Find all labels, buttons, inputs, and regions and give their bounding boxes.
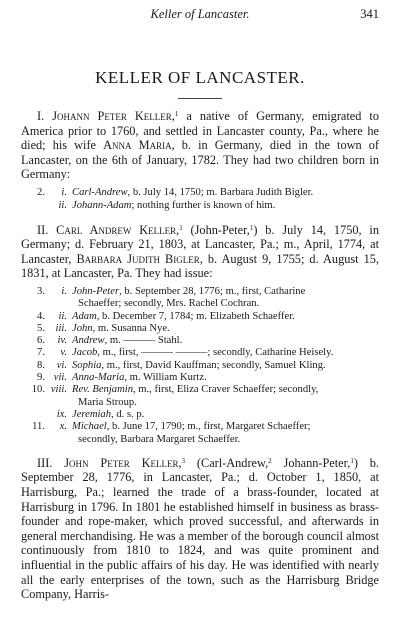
child-ordinal: i. (61, 186, 67, 198)
child-details: ; nothing further is known of him. (131, 199, 276, 211)
child-text (72, 384, 379, 409)
generation-number: 1 (249, 223, 254, 232)
running-title: Keller of Lancaster. (150, 7, 250, 21)
child-name: Johann-Adam (72, 199, 132, 211)
child-name: Carl-Andrew (72, 186, 128, 198)
child-entry (21, 360, 379, 372)
generation-number: 1 (174, 110, 179, 118)
child-name: Adam (72, 310, 97, 322)
descendant-number: 9. (37, 372, 45, 384)
child-ordinal: ix. (56, 408, 67, 420)
child-ordinal: vi. (56, 359, 67, 371)
entry-text: , b. in Germany, died in the town of Lancaster, on the 6th of January, 1782. They had two children born in Germany: (21, 138, 379, 182)
child-ordinal: ii. (58, 199, 67, 211)
descendant-number: 11. (32, 421, 45, 433)
child-text (72, 187, 379, 200)
child-ordinal: iii. (55, 322, 67, 334)
generation-number: 1 (350, 456, 354, 465)
descendant-number: 7. (37, 347, 45, 359)
generation-number: 3 (181, 456, 186, 465)
descendant-number: 6. (37, 335, 45, 347)
parent-lineage: (Carl-Andrew, (185, 455, 269, 470)
child-entry (21, 286, 379, 311)
child-name: Jeremiah (72, 408, 112, 420)
child-text (72, 200, 379, 213)
entry-text: ) b. September 28, 1776, in Lancaster, Pa.; d. October 1, 1850, at Harrisburg, Pa.; learned the trade of a brass-founder, located at Harrisburg in 1796. In 1801 he established himself in business as brass-founder and rope-maker, which proved successful, and afterwards in general merchandising. He was a member of the borough council almost continuously from 1810 to 1824, and was quite prominent and influential in the public affairs of his day. He was identified with nearly all the early enterprises of the town, such as the Harrisburg Bridge Company, Harris- (21, 455, 380, 602)
child-details: , m., first, David Kauffman; secondly, Samuel Kling. (101, 359, 326, 371)
entry-name: Carl Andrew Keller, (56, 222, 180, 237)
child-entry (21, 409, 379, 421)
child-name: John (72, 322, 93, 334)
child-entry (21, 335, 379, 347)
descendant-number: 4. (37, 310, 45, 322)
child-name: Andrew (72, 335, 105, 347)
child-text (72, 347, 379, 359)
children-list (21, 187, 379, 213)
child-entry (21, 347, 379, 359)
title-divider (178, 98, 222, 99)
entry-text: a native of Germany, emigrated to America prior to 1760, and settled in Lancaster county, Pa., where he died; his wife (21, 109, 379, 153)
child-ordinal: i. (61, 285, 67, 297)
child-ordinal: x. (59, 421, 67, 433)
child-name: John-Peter (72, 285, 120, 297)
entry-numeral: III. (37, 455, 65, 470)
child-entry (21, 372, 379, 384)
child-entry (21, 311, 379, 323)
child-name: Jacob (72, 347, 98, 359)
entry-name: Johann Peter Keller, (52, 109, 175, 123)
child-details-continued: Schaeffer; secondly, Mrs. Rachel Cochran. (78, 298, 260, 310)
child-entry (21, 384, 379, 409)
child-text (72, 311, 379, 323)
child-text (72, 372, 379, 384)
child-name: Rev. Benjamin (72, 384, 133, 396)
child-details: , m. Susanna Nye. (92, 322, 170, 334)
entry-text: , b. August 9, 1755; d. August 15, 1831, at Lancaster, Pa. They had issue: (21, 251, 379, 281)
descendant-number: 8. (37, 359, 45, 371)
running-head (21, 6, 379, 22)
child-details: , b. September 28, 1776; m., first, Catharine (119, 285, 306, 297)
child-details: , m. ——— Stahl. (104, 335, 183, 347)
descendant-number (21, 409, 45, 421)
descendant-number: 3. (37, 285, 45, 297)
child-details: , m., first, Eliza Craver Schaeffer; secondly, (133, 384, 319, 396)
entry-john-peter (21, 456, 379, 602)
child-details-continued: secondly, Barbara Margaret Schaeffer. (78, 433, 241, 445)
child-entry (21, 187, 379, 200)
generation-number: 2 (268, 456, 272, 465)
children-list (21, 286, 379, 446)
descendant-number: 10. (31, 384, 45, 396)
parent-lineage: Johann-Peter, (271, 455, 351, 470)
child-ordinal: vii. (53, 372, 67, 384)
generation-number: 1 (179, 223, 183, 232)
child-name: Anna-Maria (72, 372, 125, 384)
child-text (72, 286, 379, 311)
page-title: KELLER OF LANCASTER. (95, 68, 305, 87)
child-name: Michael (72, 421, 107, 433)
child-text (72, 335, 379, 347)
child-details-continued: Maria Stroup. (78, 396, 137, 408)
child-details: , d. s. p. (111, 408, 145, 420)
entry-numeral: I. (37, 109, 53, 123)
child-details: , b. June 17, 1790; m., first, Margaret Schaeffer; (106, 421, 311, 433)
spouse-name: Barbara Judith Bigler (76, 251, 200, 266)
entry-carl-andrew (21, 223, 379, 281)
child-ordinal: v. (60, 347, 67, 359)
entry-text: ) b. July 14, 1750, in Germany; d. February 21, 1803, at Lancaster, Pa.; m., April, 1774, at Lancaster, (21, 222, 380, 266)
entry-numeral: II. (37, 222, 57, 237)
descendant-number (21, 200, 45, 213)
parent-lineage: (John-Peter, (182, 222, 250, 237)
child-entry (21, 323, 379, 335)
child-text (72, 323, 379, 335)
child-details: , m., first, ——— ———; secondly, Catharine Heisely. (97, 347, 334, 359)
child-ordinal: ii. (58, 310, 67, 322)
entry-name: John Peter Keller, (64, 455, 182, 470)
spouse-name: Anna Maria (103, 138, 172, 153)
child-entry (21, 200, 379, 213)
descendant-number: 2. (37, 186, 45, 198)
child-details: , b. December 7, 1784; m. Elizabeth Schaeffer. (96, 310, 295, 322)
child-details: , b. July 14, 1750; m. Barbara Judith Bigler. (127, 186, 314, 198)
descendant-number: 5. (37, 322, 45, 334)
child-entry (21, 421, 379, 446)
child-text (72, 409, 379, 421)
child-details: , m. William Kurtz. (124, 372, 207, 384)
page-number: 341 (360, 7, 379, 21)
child-name: Sophia (72, 359, 102, 371)
child-text (72, 421, 379, 446)
child-ordinal: viii. (50, 384, 67, 396)
child-ordinal: iv. (57, 335, 67, 347)
child-text (72, 360, 379, 372)
entry-johann-peter (21, 109, 379, 182)
